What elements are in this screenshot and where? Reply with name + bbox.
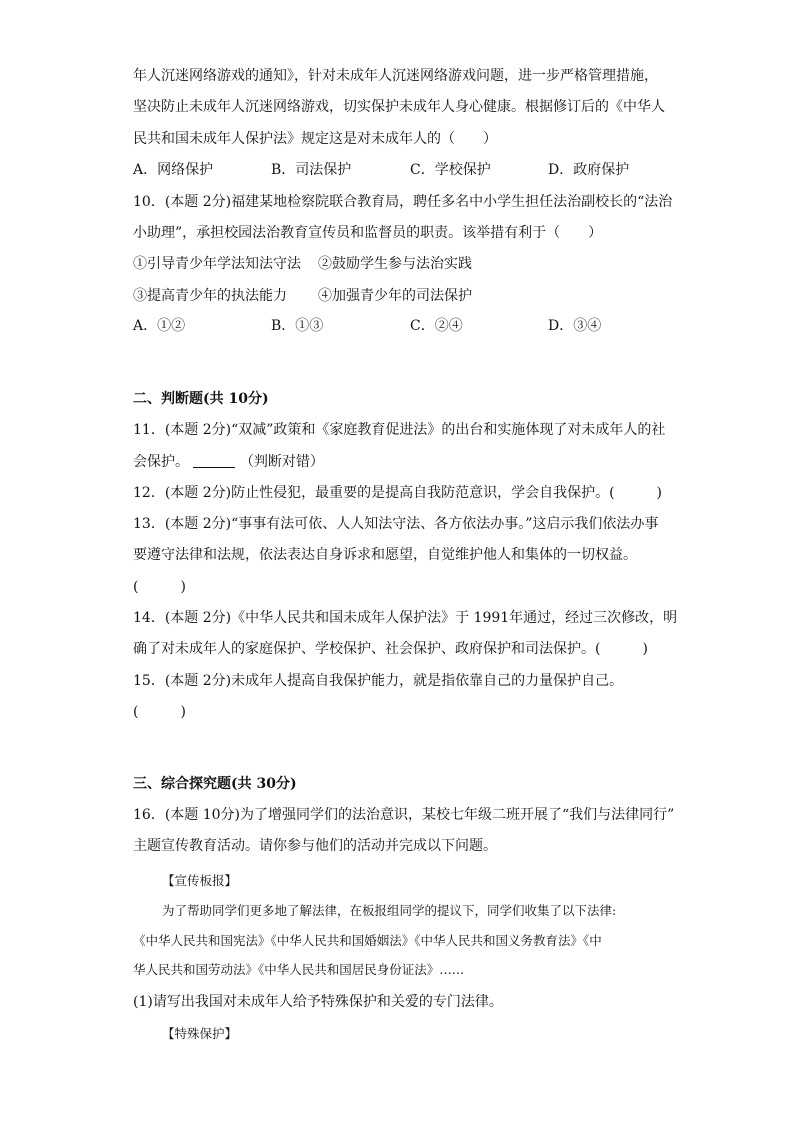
q14-text-line-1: 14．(本题 2分)《中华人民共和国未成年人保护法》于 1991年通过，经过三次修改，明 bbox=[133, 610, 678, 626]
board-text-line-3: 华人民共和国劳动法》《中华人民共和国居民身份证法》…… bbox=[133, 962, 465, 977]
section-2-title: 二、判断题(共 10分) bbox=[133, 391, 269, 407]
q15-answer-paren: ( ) bbox=[133, 704, 186, 720]
q10-statement-1: ①引导青少年学法知法守法 bbox=[133, 256, 301, 272]
q15-text-line-1: 15．(本题 2分)未成年人提高自我保护能力，就是指依靠自己的力量保护自己。 bbox=[133, 673, 624, 689]
q9-text-line-1: 年人沉迷网络游戏的通知》，针对未成年人沉迷网络游戏问题，进一步严格管理措施， bbox=[133, 68, 658, 84]
q16-subquestion-1: (1)请写出我国对未成年人给予特殊保护和关爱的专门法律。 bbox=[133, 994, 503, 1010]
q10-statement-3: ③提高青少年的执法能力 bbox=[133, 288, 287, 304]
q10-text-line-1: 10．(本题 2分)福建某地检察院联合教育局，聘任多名中小学生担任法治副校长的“法治 bbox=[133, 194, 673, 210]
q14-text-line-2: 确了对未成年人的家庭保护、学校保护、社会保护、政府保护和司法保护。( ) bbox=[133, 641, 648, 657]
board-text-line-2: 《中华人民共和国宪法》《中华人民共和国婚姻法》《中华人民共和国义务教育法》《中 bbox=[133, 933, 602, 948]
q9-text-line-3: 民共和国未成年人保护法》规定这是对未成年人的（ ） bbox=[133, 131, 497, 147]
q9-option-d: D．政府保护 bbox=[548, 162, 630, 178]
q9-option-b: B．司法保护 bbox=[271, 162, 352, 178]
q10-statement-2: ②鼓励学生参与法治实践 bbox=[318, 256, 472, 272]
q16-text-line-2: 主题宣传教育活动。请你参与他们的活动并完成以下问题。 bbox=[133, 838, 497, 854]
q11-instruction: （判断对错） bbox=[239, 454, 324, 470]
q11-text: 会保护。 bbox=[133, 454, 189, 470]
q12-text: 12．(本题 2分)防止性侵犯，最重要的是提高自我防范意识，学会自我保护。( ) bbox=[133, 485, 663, 501]
q11-text-line-1: 11．(本题 2分)“双减”政策和《家庭教育促进法》的出台和实施体现了对未成年人的社 bbox=[133, 422, 666, 438]
q11-answer-blank[interactable] bbox=[193, 453, 235, 468]
board-heading: 【宣传板报】 bbox=[162, 873, 238, 888]
q9-text-line-2: 坚决防止未成年人沉迷网络游戏，切实保护未成年人身心健康。根据修订后的《中华人 bbox=[133, 99, 665, 115]
q10-statement-4: ④加强青少年的司法保护 bbox=[318, 288, 472, 304]
q9-option-c: C．学校保护 bbox=[410, 162, 491, 178]
q9-option-a: A．网络保护 bbox=[133, 162, 214, 178]
q10-option-a: A．①② bbox=[133, 318, 186, 334]
q13-answer-paren: ( ) bbox=[133, 579, 186, 595]
section-3-title: 三、综合探究题(共 30分) bbox=[133, 776, 297, 792]
special-protection-heading: 【特殊保护】 bbox=[162, 1026, 238, 1041]
q13-text-line-2: 要遵守法律和法规，依法表达自身诉求和愿望，自觉维护他人和集体的一切权益。 bbox=[133, 547, 637, 563]
q10-option-b: B．①③ bbox=[271, 318, 324, 334]
q10-text-line-2: 小助理”，承担校园法治教育宣传员和监督员的职责。该举措有利于（ ） bbox=[133, 225, 603, 241]
q10-option-d: D．③④ bbox=[548, 318, 602, 334]
q10-option-c: C．②④ bbox=[410, 318, 463, 334]
q16-text-line-1: 16．(本题 10分)为了增强同学们的法治意识，某校七年级二班开展了“我们与法律同行” bbox=[133, 807, 675, 823]
board-text-line-1: 为了帮助同学们更多地了解法律，在板报组同学的提议下，同学们收集了以下法律: bbox=[162, 903, 617, 918]
q13-text-line-1: 13．(本题 2分)“事事有法可依、人人知法守法、各方依法办事。”这启示我们依法办事 bbox=[133, 516, 659, 532]
q11-text-line-2 bbox=[133, 452, 324, 472]
